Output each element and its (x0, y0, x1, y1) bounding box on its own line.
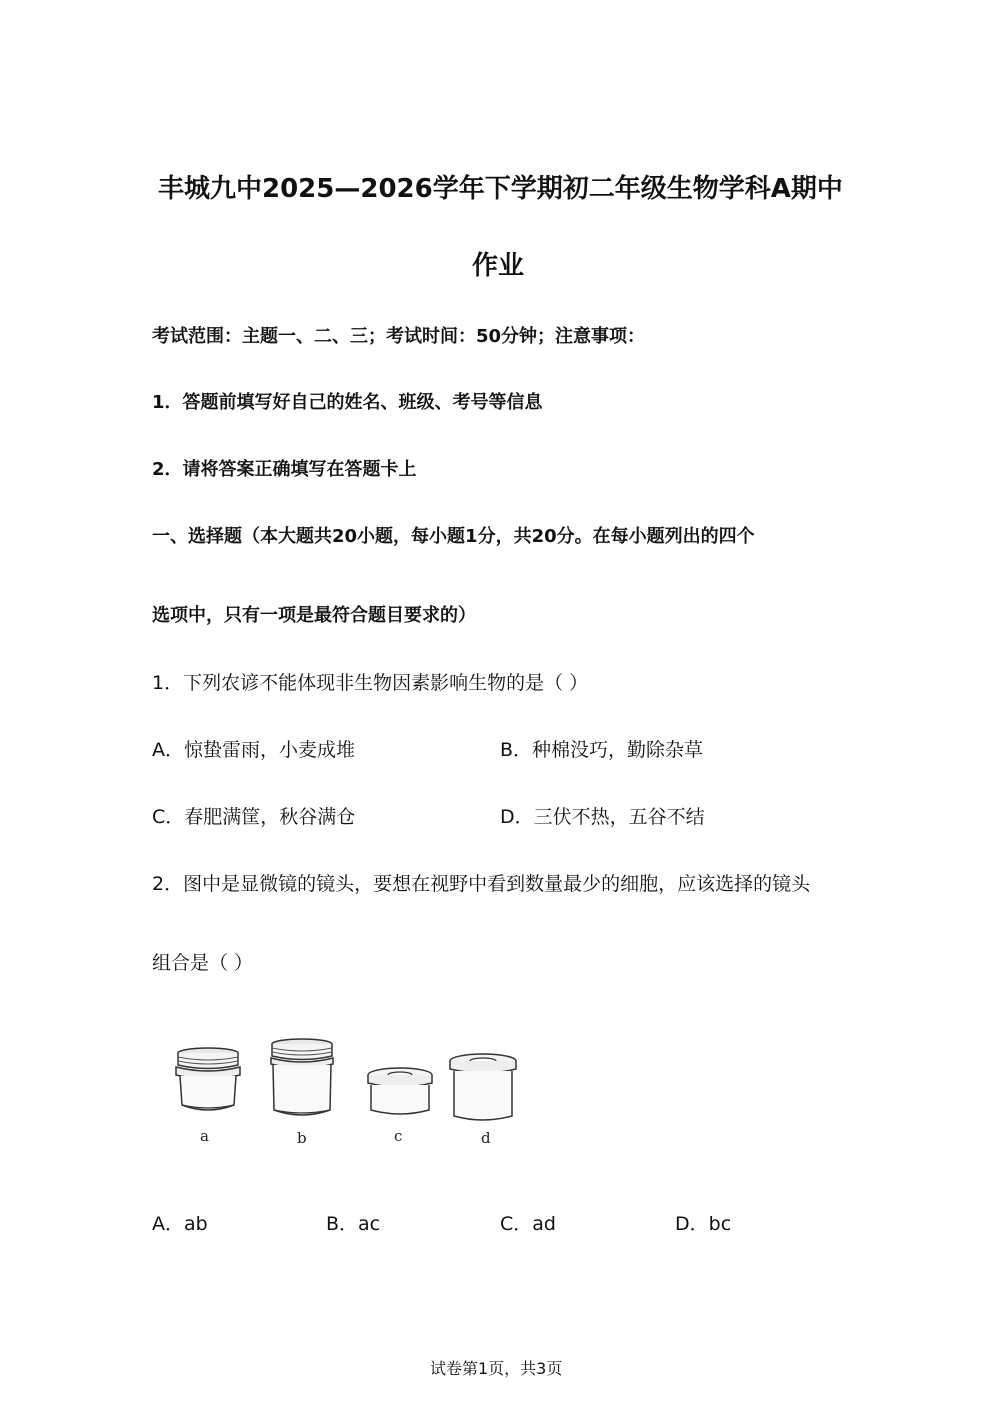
lens-label-b: b (297, 1129, 307, 1147)
page-title-line2: 作业 (472, 251, 525, 281)
section-heading-line1: 一、选择题（本大题共20小题，每小题1分，共20分。在每小题列出的四个 (152, 526, 755, 547)
question-2-option-d: D．bc (675, 1213, 732, 1235)
question-2-stem-line2: 组合是（ ） (152, 952, 254, 974)
question-2-option-b: B．ac (326, 1213, 381, 1235)
question-2-option-a: A．ab (152, 1213, 208, 1235)
lens-label-d: d (481, 1129, 491, 1147)
question-2-option-c: C．ad (500, 1213, 556, 1235)
question-1-option-d: D．三伏不热，五谷不结 (500, 806, 705, 828)
section-heading-line2: 选项中，只有一项是最符合题目要求的） (152, 605, 476, 626)
question-1-stem: 1．下列农谚不能体现非生物因素影响生物的是（ ） (152, 672, 589, 694)
page-title-line1: 丰城九中2025—2026学年下学期初二年级生物学科A期中 (158, 174, 843, 204)
eyepiece-lens-d-icon (447, 1052, 519, 1124)
lens-label-c: c (394, 1127, 403, 1145)
eyepiece-lens-c-icon (365, 1066, 435, 1120)
lens-label-a: a (200, 1127, 209, 1145)
note-1: 1．答题前填写好自己的姓名、班级、考号等信息 (152, 392, 543, 413)
question-2-stem-line1: 2．图中是显微镜的镜头，要想在视野中看到数量最少的细胞，应该选择的镜头 (152, 873, 811, 895)
question-1-option-b: B．种棉没巧，勤除杂草 (500, 739, 704, 761)
exam-info: 考试范围：主题一、二、三；考试时间：50分钟；注意事项： (152, 326, 646, 347)
page-footer: 试卷第1页，共3页 (430, 1359, 563, 1378)
objective-lens-b-icon (266, 1036, 338, 1124)
question-1-option-c: C．春肥满筐，秋谷满仓 (152, 806, 356, 828)
objective-lens-a-icon (170, 1045, 246, 1120)
note-2: 2．请将答案正确填写在答题卡上 (152, 459, 417, 480)
question-1-option-a: A．惊蛰雷雨，小麦成堆 (152, 739, 355, 761)
